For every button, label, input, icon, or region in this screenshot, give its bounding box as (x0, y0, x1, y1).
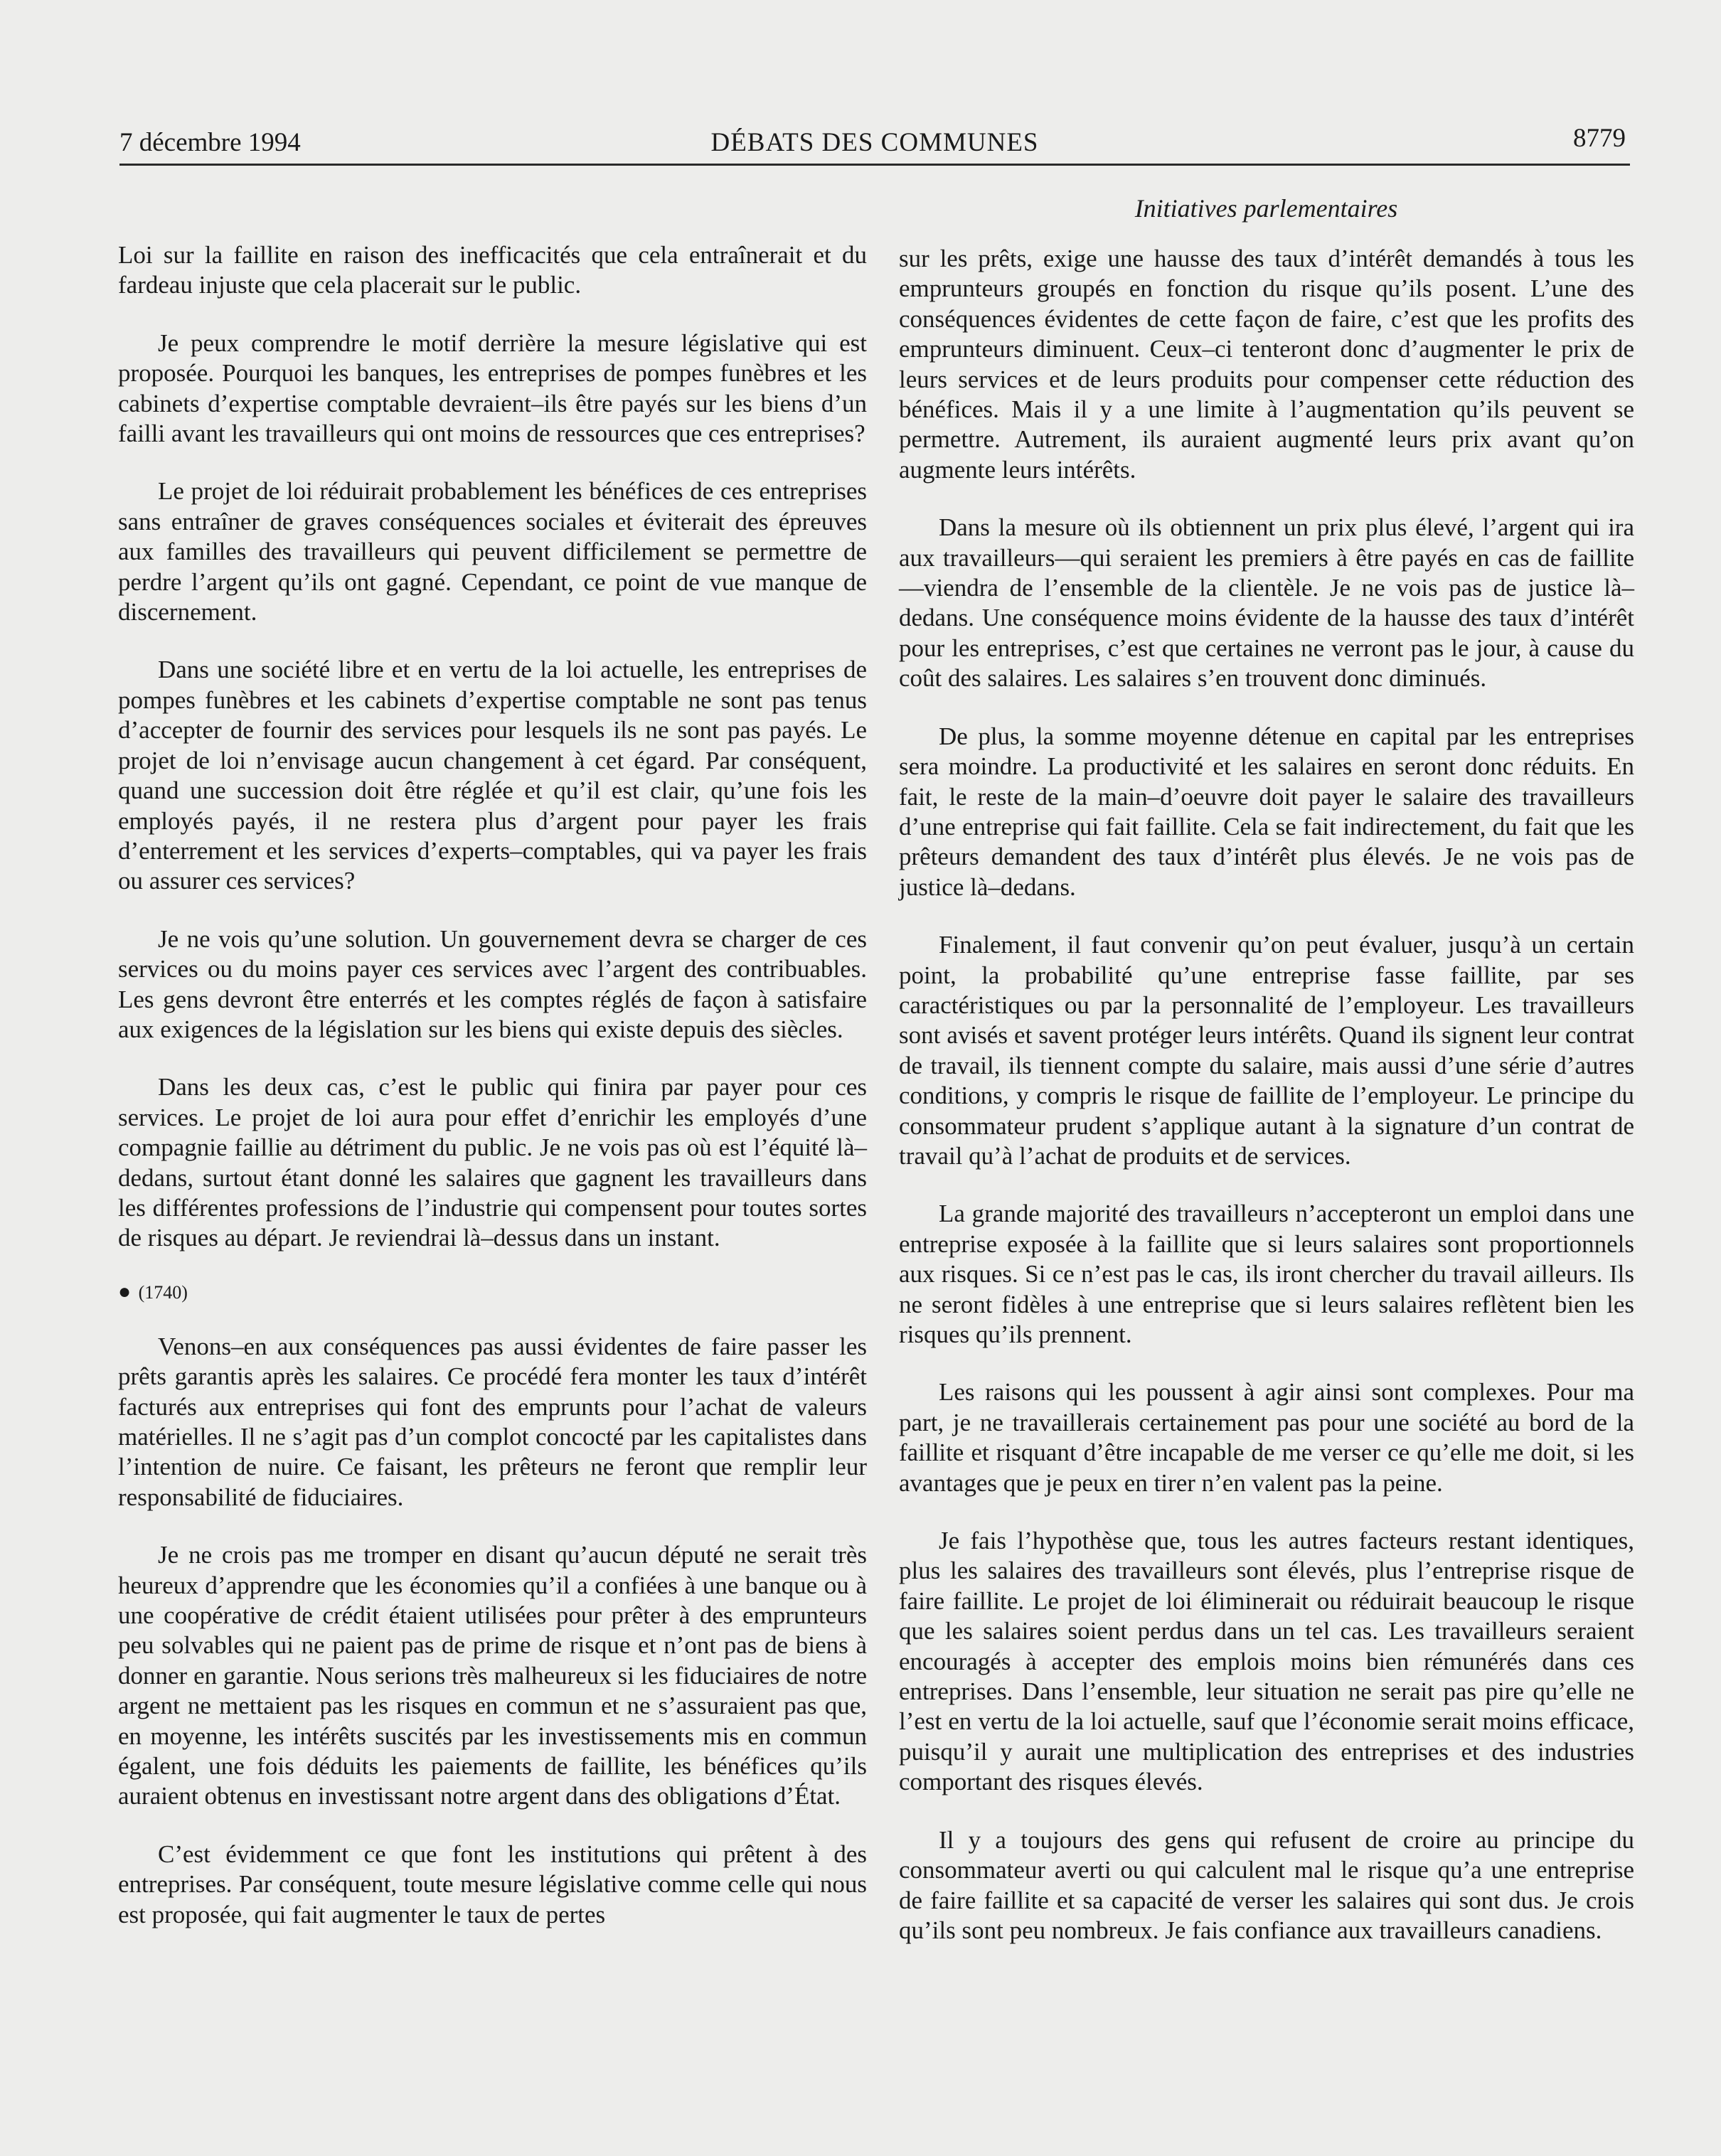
header-journal-title: DÉBATS DES COMMUNES (710, 128, 1039, 157)
left-column (118, 240, 867, 1930)
paragraph: Dans une société libre et en vertu de la loi actuelle, les entreprises de pompes funèbres et les cabinets d’expertise comptable ne sont pas tenus d’accepter de fournir des services pour lesquels ils ne sont pas payés. Le projet de loi n’envisage aucun changement à cet égard. Par conséquent, quand une succession doit être réglée et qu’il est clair, qu’une fois les employés payés, il ne restera plus d’argent pour payer les frais d’enterrement et les services d’experts–comptables, qui va payer les frais ou assurer ces services? (118, 656, 867, 895)
paragraph: La grande majorité des travailleurs n’accepteront un emploi dans une entreprise exposée à la faillite que si leurs salaires sont proportionnels aux risques. Si ce n’est pas le cas, ils iront chercher du travail ailleurs. Ils ne seront fidèles à une entreprise que si leurs salaires reflètent bien les risques qu’ils prennent. (899, 1200, 1634, 1348)
paragraph: Les raisons qui les poussent à agir ainsi sont complexes. Pour ma part, je ne travaillerais certainement pas pour une société au bord de la faillite et risquant d’être incapable de me verser ce qu’elle me doit, si les avantages que je peux en tirer n’en valent pas la peine. (899, 1378, 1634, 1497)
header-date: 7 décembre 1994 (119, 128, 301, 157)
time-marker (118, 1281, 867, 1303)
section-title: Initiatives parlementaires (1134, 194, 1398, 223)
paragraph: Loi sur la faillite en raison des inefficacités que cela entraînerait et du fardeau injuste que cela placerait sur le public. (118, 241, 867, 299)
paragraph: C’est évidemment ce que font les institutions qui prêtent à des entreprises. Par conséquent, toute mesure législative comme celle qui nous est proposée, qui fait augmenter le taux de pertes (118, 1840, 867, 1928)
paragraph: Il y a toujours des gens qui refusent de croire au principe du consommateur averti ou qui calculent mal le risque qu’a une entreprise de faire faillite et sa capacité de verser les salaires qui sont dus. Je crois qu’ils sont peu nombreux. Je fais confiance aux travailleurs canadiens. (899, 1825, 1634, 1944)
paragraph: sur les prêts, exige une hausse des taux d’intérêt demandés à tous les emprunteurs groupés en fonction du risque qu’ils posent. L’une des conséquences évidentes de cette façon de faire, c’est que les profits des emprunteurs diminuent. Ceux–ci tenteront donc d’augmenter le prix de leurs services et de leurs produits pour compenser cette réduction des bénéfices. Mais il y a une limite à l’augmentation qu’ils peuvent se permettre. Autrement, ils auraient augmenté leurs prix avant qu’on augmente leurs intérêts. (899, 245, 1634, 484)
paragraph: Venons–en aux conséquences pas aussi évidentes de faire passer les prêts garantis après les salaires. Ce procédé fera monter les taux d’intérêt facturés aux entreprises qui font des emprunts pour l’achat de valeurs matérielles. Il ne s’agit pas d’un complot concocté par les capitalistes dans l’intention de nuire. Ce faisant, les prêteurs ne feront que remplir leur responsabilité de fiduciaires. (118, 1332, 867, 1511)
paragraph: Dans la mesure où ils obtiennent un prix plus élevé, l’argent qui ira aux travailleurs—qui seraient les premiers à être payés en cas de faillite—viendra de l’ensemble de la clientèle. Je ne vois pas de justice là–dedans. Une conséquence moins évidente de la hausse des taux d’intérêt pour les entreprises, c’est que certaines ne verront pas le jour, à cause du coût des salaires. Les salaires s’en trouvent donc diminués. (899, 513, 1634, 693)
header-page-number: 8779 (1573, 124, 1626, 153)
paragraph: Le projet de loi réduirait probablement les bénéfices de ces entreprises sans entraîner de graves conséquences sociales et éviterait des épreuves aux familles des travailleurs qui peuvent difficilement se permettre de perdre l’argent qu’ils ont gagné. Cependant, ce point de vue manque de discernement. (118, 477, 867, 626)
paragraph: Finalement, il faut convenir qu’on peut évaluer, jusqu’à un certain point, la probabilité qu’une entreprise fasse faillite, par ses caractéristiques ou par la personnalité de l’employeur. Les travailleurs sont avisés et savent protéger leurs intérêts. Quand ils signent leur contrat de travail, ils tiennent compte du salaire, mais aussi d’une série d’autres conditions, y compris le risque de faillite de l’employeur. Le principe du consommateur prudent s’applique autant à la signature d’un contrat de travail qu’à l’achat de produits et de services. (899, 931, 1634, 1170)
bullet-icon: ● (118, 1279, 132, 1303)
paragraph: De plus, la somme moyenne détenue en capital par les entreprises sera moindre. La productivité et les salaires en seront donc réduits. En fait, le reste de la main–d’oeuvre doit payer le salaire des travailleurs d’une entreprise qui fait faillite. Cela se fait indirectement, du fait que les prêteurs demandent des taux d’intérêt plus élevés. Je ne vois pas de justice là–dedans. (899, 722, 1634, 901)
paragraph: Dans les deux cas, c’est le public qui finira par payer pour ces services. Le projet de loi aura pour effet d’enrichir les employés d’une compagnie faillie au détriment du public. Je ne vois pas où est l’équité là–dedans, surtout étant donné les salaires que gagnent les travailleurs dans les différentes professions de l’industrie qui compensent pour toutes sortes de risques au départ. Je reviendrai là–dessus dans un instant. (118, 1073, 867, 1252)
right-column (899, 244, 1634, 1946)
paragraph: Je fais l’hypothèse que, tous les autres facteurs restant identiques, plus les salaires des travailleurs sont élevés, plus l’entreprise risque de faire faillite. Le projet de loi éliminerait ou réduirait beaucoup le risque que les salaires soient perdus dans un tel cas. Les travailleurs seraient encouragés à accepter des emplois moins bien rémunérés dans ces entreprises. Dans l’ensemble, leur situation ne serait pas pire qu’elle ne l’est en vertu de la loi actuelle, sauf que l’économie serait moins efficace, puisqu’il y aurait une multiplication des entreprises et des industries comportant des risques élevés. (899, 1527, 1634, 1796)
running-header (119, 119, 1630, 166)
paragraph: Je ne crois pas me tromper en disant qu’aucun député ne serait très heureux d’apprendre que les économies qu’il a confiées à une banque ou à une coopérative de crédit étaient utilisées pour prêter à des emprunteurs peu solvables qui ne paient pas de prime de risque et n’ont pas de biens à donner en garantie. Nous serions très malheureux si les fiduciaires de notre argent ne mettaient pas les risques en commun et ne s’assuraient pas que, en moyenne, les intérêts suscités par les investissements mis en commun égalent, une fois déduits les paiements de faillite, les bénéfices qu’ils auraient obtenus en investissant notre argent dans des obligations d’État. (118, 1541, 867, 1810)
paragraph: Je ne vois qu’une solution. Un gouvernement devra se charger de ces services ou du moins payer ces services avec l’argent des contribuables. Les gens devront être enterrés et les comptes réglés de façon à satisfaire aux exigences de la législation sur les biens qui existe depuis des siècles. (118, 924, 867, 1043)
paragraph: Je peux comprendre le motif derrière la mesure législative qui est proposée. Pourquoi les banques, les entreprises de pompes funèbres et les cabinets d’expertise comptable devraient–ils être payés sur les biens d’un failli avant les travailleurs qui ont moins de ressources que ces entreprises? (118, 329, 867, 448)
time-marker-text: (1740) (138, 1281, 188, 1303)
